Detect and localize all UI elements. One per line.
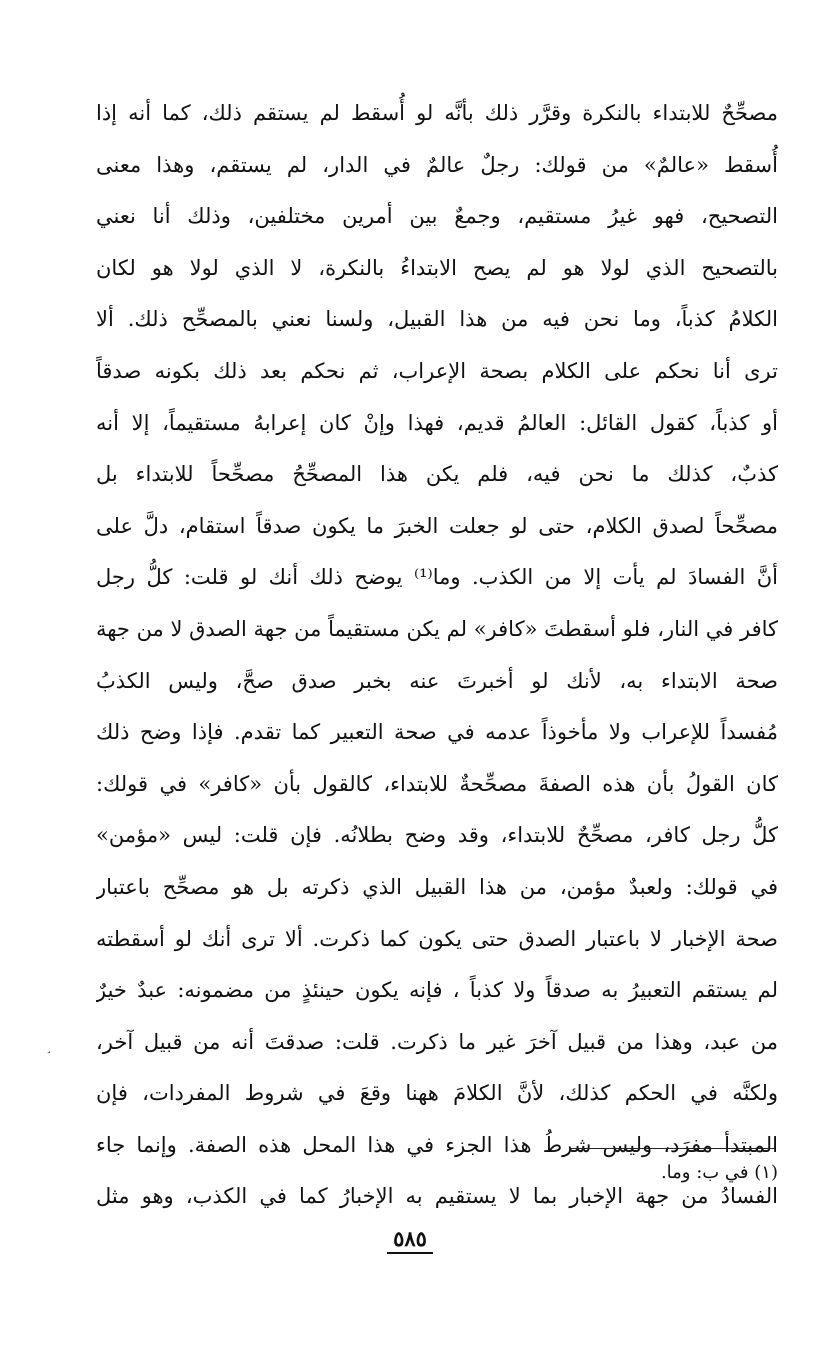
text-line: كذبٌ، كذلك ما نحن فيه، فلم يكن هذا المصحِّحُ مصحِّحاً للابتداء بل: [96, 462, 778, 487]
body-text: [96, 88, 778, 1223]
text-line: في قولك: ولعبدٌ مؤمن، من هذا القبيل الذي ذكرته بل هو مصحِّح باعتبار: [96, 874, 778, 899]
text-line: أو كذباً، كقول القائل: العالمُ قديم، فهذا وإنْ كان إعرابهُ مستقيماً، إلا أنه: [96, 410, 778, 435]
text-line: لم يستقم التعبيرُ به صدقاً ولا كذباً ، فإنه يكون حينئذٍ من مضمونه: عبدٌ خيرٌ: [96, 978, 778, 1003]
text-line: المبتدأ مفرَد، وليس شرطُ هذا الجزء في هذا المحل هذه الصفة. وإنما جاء: [96, 1132, 778, 1157]
text-line: صحة الإخبار لا باعتبار الصدق حتى يكون كما ذكرت. ألا ترى أنك لو أسقطته: [96, 926, 778, 951]
text-line: كافر في النار، فلو أسقطتَ «كافر» لم يكن مستقيماً من جهة الصدق لا من جهة: [96, 616, 778, 641]
text-line: من عبد، وهذا من قبيل آخرَ غير ما ذكرت. قلت: صدقتَ أنه من قبيل آخر،: [96, 1029, 778, 1054]
text-line: أنَّ الفسادَ لم يأت إلا من الكذب. وما⁽¹⁾ يوضح ذلك أنك لو قلت: كلُّ رجل: [96, 565, 778, 590]
page-number-container: [0, 1226, 820, 1254]
text-line: أُسقط «عالمٌ» من قولك: رجلٌ عالمٌ في الدار، لم يستقم، وهذا معنى: [96, 152, 778, 177]
footnote: (١) في ب: وما.: [660, 1162, 778, 1183]
text-line: مُفسداً للإعراب ولا مأخوذاً عدمه في صحة التعبير كما تقدم. فإذا وضح ذلك: [96, 720, 778, 745]
margin-mark: ¸: [46, 1040, 52, 1054]
text-line: مصحِّحاً لصدق الكلام، حتى لو جعلت الخبرَ ما يكون صدقاً استقام، دلَّ على: [96, 513, 778, 538]
page-number: ٥٨٥: [387, 1227, 433, 1254]
text-line: كلُّ رجل كافر، مصحِّحٌ للابتداء، وقد وضح بطلانُه. فإن قلت: ليس «مؤمن»: [96, 823, 778, 848]
text-line: ولكنَّه في الحكم كذلك، لأنَّ الكلامَ ههنا وقعَ في شروط المفردات، فإن: [96, 1081, 778, 1106]
text-line: مصحِّحٌ للابتداء بالنكرة وقرَّر ذلك بأنَّه لو أُسقط لم يستقم ذلك، كما أنه إذا: [96, 101, 778, 125]
text-line: الكلامُ كذباً، وما نحن فيه من هذا القبيل، ولسنا نعني بالمصحِّح ذلك. ألا: [96, 307, 778, 332]
text-line: الفسادُ من جهة الإخبار بما لا يستقيم به الإخبارُ كما في الكذب، وهو مثل: [96, 1184, 778, 1209]
text-line: صحة الابتداء به، لأنك لو أخبرتَ عنه بخبر صدق صحَّ، وليس الكذبُ: [96, 668, 778, 693]
text-line: كان القولُ بأن هذه الصفةَ مصحِّحةٌ للابتداء، كالقول بأن «كافر» في قولك:: [96, 771, 778, 796]
footnote-divider: [570, 1148, 775, 1149]
text-line: ترى أنا نحكم على الكلام بصحة الإعراب، ثم نحكم بعد ذلك بكونه صدقاً: [96, 358, 778, 383]
text-line: بالتصحيح الذي لولا هو لم يصح الابتداءُ بالنكرة، لا الذي لولا هو لكان: [96, 255, 778, 280]
text-line: التصحيح، فهو غيرُ مستقيم، وجمعٌ بين أمرين مختلفين، وذلك أنا نعني: [96, 204, 778, 229]
